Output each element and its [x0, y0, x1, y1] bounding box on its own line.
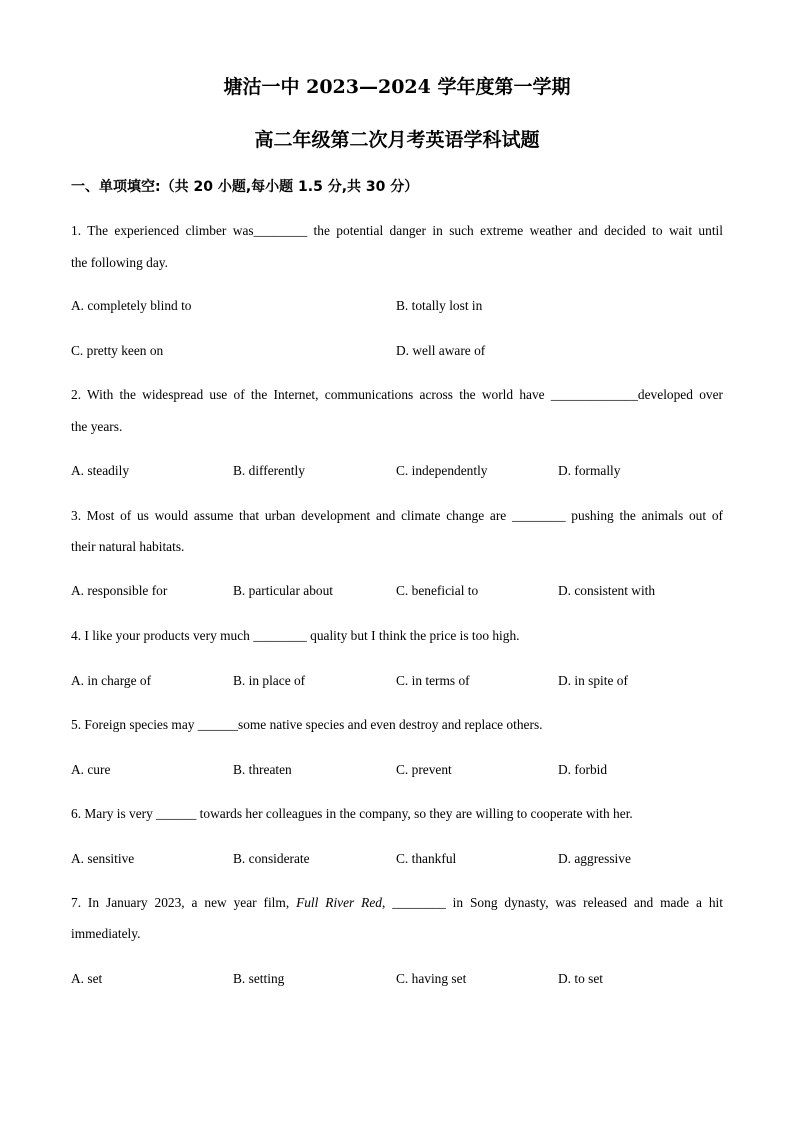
- question-7-film-title: Full River Red: [296, 895, 382, 910]
- question-2-option-c[interactable]: C. independently: [396, 463, 488, 478]
- question-6-option-d[interactable]: D. aggressive: [558, 851, 631, 866]
- question-4-option-b[interactable]: B. in place of: [233, 673, 306, 688]
- question-1-option-a[interactable]: A. completely blind to: [71, 298, 192, 313]
- question-3-option-b[interactable]: B. particular about: [233, 583, 334, 598]
- question-2-option-d[interactable]: D. formally: [558, 463, 621, 478]
- question-2-option-b[interactable]: B. differently: [233, 463, 305, 478]
- exam-title-line2: 高二年级第二次月考英语学科试题: [254, 129, 540, 151]
- question-4-option-c[interactable]: C. in terms of: [396, 673, 470, 688]
- question-3-line1: 3. Most of us would assume that urban development and climate change are ________ pushing the animals out of: [71, 508, 723, 523]
- question-7-line2: immediately.: [71, 926, 141, 941]
- exam-title-line1: 塘沽一中 2023—2024 学年度第一学期: [223, 76, 571, 98]
- question-7-text-post: , ________ in Song dynasty, was released and made a hit: [381, 895, 723, 910]
- question-1-option-d[interactable]: D. well aware of: [396, 343, 486, 358]
- question-3-option-d[interactable]: D. consistent with: [558, 583, 656, 598]
- question-7-option-d[interactable]: D. to set: [558, 971, 604, 986]
- question-1-option-c[interactable]: C. pretty keen on: [71, 343, 164, 358]
- question-1-line1: 1. The experienced climber was________ the potential danger in such extreme weather and decided to wait until: [71, 223, 723, 238]
- question-7-option-c[interactable]: C. having set: [396, 971, 467, 986]
- question-5-line1: 5. Foreign species may ______some native species and even destroy and replace others.: [71, 717, 543, 732]
- question-5-option-b[interactable]: B. threaten: [233, 762, 292, 777]
- question-3-option-a[interactable]: A. responsible for: [71, 583, 168, 598]
- question-5-option-d[interactable]: D. forbid: [558, 762, 608, 777]
- question-1-option-b[interactable]: B. totally lost in: [396, 298, 483, 313]
- question-6-option-c[interactable]: C. thankful: [396, 851, 457, 866]
- question-6-line1: 6. Mary is very ______ towards her colleagues in the company, so they are willing to cooperate with her.: [71, 806, 633, 821]
- question-3-option-c[interactable]: C. beneficial to: [396, 583, 479, 598]
- question-6-option-a[interactable]: A. sensitive: [71, 851, 135, 866]
- question-1-line2: the following day.: [71, 255, 168, 270]
- question-2-option-a[interactable]: A. steadily: [71, 463, 130, 478]
- question-2-line2: the years.: [71, 419, 123, 434]
- question-7-text-pre: 7. In January 2023, a new year film,: [71, 895, 297, 910]
- question-4-option-a[interactable]: A. in charge of: [71, 673, 152, 688]
- question-4-option-d[interactable]: D. in spite of: [558, 673, 628, 688]
- question-7-option-b[interactable]: B. setting: [233, 971, 285, 986]
- question-3-line2: their natural habitats.: [71, 539, 185, 554]
- section-heading: 一、单项填空:（共 20 小题,每小题 1.5 分,共 30 分）: [71, 179, 419, 195]
- question-2-line1: 2. With the widespread use of the Internet, communications across the world have _____________developed over: [71, 387, 723, 402]
- question-4-line1: 4. I like your products very much ________ quality but I think the price is too high.: [71, 628, 520, 643]
- question-5-option-a[interactable]: A. cure: [71, 762, 111, 777]
- question-5-option-c[interactable]: C. prevent: [396, 762, 452, 777]
- question-7-option-a[interactable]: A. set: [71, 971, 103, 986]
- question-7-line1: [71, 895, 723, 911]
- question-6-option-b[interactable]: B. considerate: [233, 851, 310, 866]
